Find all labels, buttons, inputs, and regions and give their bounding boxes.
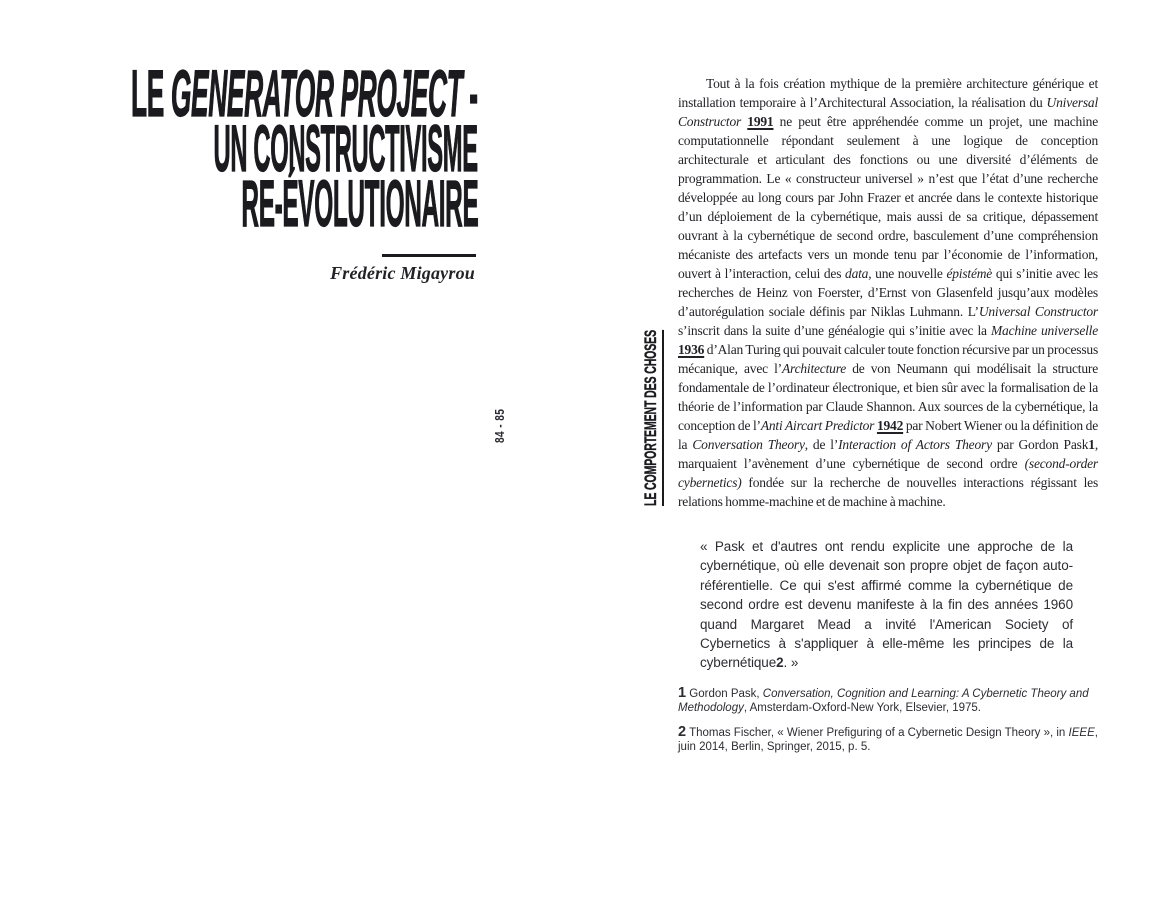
article-title [88,56,478,240]
chapter-title-text: LE COMPORTEMENT DES CHOSES [642,330,664,506]
article-title-line-1: LE GENERATOR PROJECT - [131,56,478,130]
page-folio [493,393,507,443]
article-title-line-3: RE-ÉVOLUTIONAIRE [241,166,478,240]
body-paragraph: Tout à la fois création mythique de la première architecture générique et installation temporaire à l’Architectural Association, la réalisation du Universal Constructor 1991 ne peut être appréhendée comme un projet, une machine computationnelle répondant seulement à une logique de conception architecturale et articulant des fonctions ou une diversité d’éléments de programmation. Le « constructeur universel » n’est que l’état d’une recherche développée au long cours par John Frazer et ancrée dans le contexte historique d’un déploiement de la cybernétique, mais aussi de sa critique, dépassement ouvrant à la cybernétique de second ordre, basculement d’une compréhension mécaniste des artefacts vers un monde tenu par l’économie de l’information, ouvert à l’interaction, celui des data, une nouvelle épistémè qui s’initie avec les recherches de Heinz von Foerster, d’Ernst von Glasenfeld jusqu’aux modèles d’autorégulation sociale définis par Niklas Luhmann. L’Universal Constructor s’inscrit dans la suite d’une généalogie qui s’initie avec la Machine universelle 1936 d’Alan Turing qui pouvait calculer toute fonction récursive par un processus mécanique, avec l’Architecture de von Neumann qui modélisait la structure fondamentale de l’ordinateur électronique, et bien sûr avec la formalisation de la théorie de l’information par Claude Shannon. Aux sources de la cybernétique, la conception de l’Anti Aircart Predictor 1942 par Nobert Wiener ou la définition de la Conversation Theory, de l’Interaction of Actors Theory par Gordon Pask1, marquaient l’avènement d’une cybernétique de second ordre (second-order cybernetics) fondée sur la recherche de nouvelles interactions régissant les relations homme-machine et de machine à machine. [678,76,1099,509]
author-name: Frédéric Migayrou [330,263,475,283]
page-folio-text: 84 - 85 [492,408,507,443]
footnote-1: 1 Gordon Pask, Conversation, Cognition and Learning: A Cybernetic Theory and Methodology, Amsterdam-Oxford-New York, Elsevier, 1975. [678,684,1089,714]
block-quote: « Pask et d'autres ont rendu explicite une approche de la cybernétique, où elle devenait son propre objet de façon auto-référentielle. Ce qui s'est affirmé comme la cybernétique de second ordre est devenu manifeste à la fin des années 1960 quand Margaret Mead a invité l'American Society of Cybernetics à s'appliquer à elle-même les principes de la cybernétique2. » [700,539,1073,671]
article-title-line-2: UN CONSTRUCTIVISME [213,111,478,185]
footnote-2: 2 Thomas Fischer, « Wiener Prefiguring of a Cybernetic Design Theory », in IEEE, juin 2014, Berlin, Springer, 2015, p. 5. [678,723,1098,753]
footnotes [678,686,1098,754]
chapter-title-sidebar [635,330,664,506]
title-rule [382,254,476,257]
text-column [678,74,1098,754]
